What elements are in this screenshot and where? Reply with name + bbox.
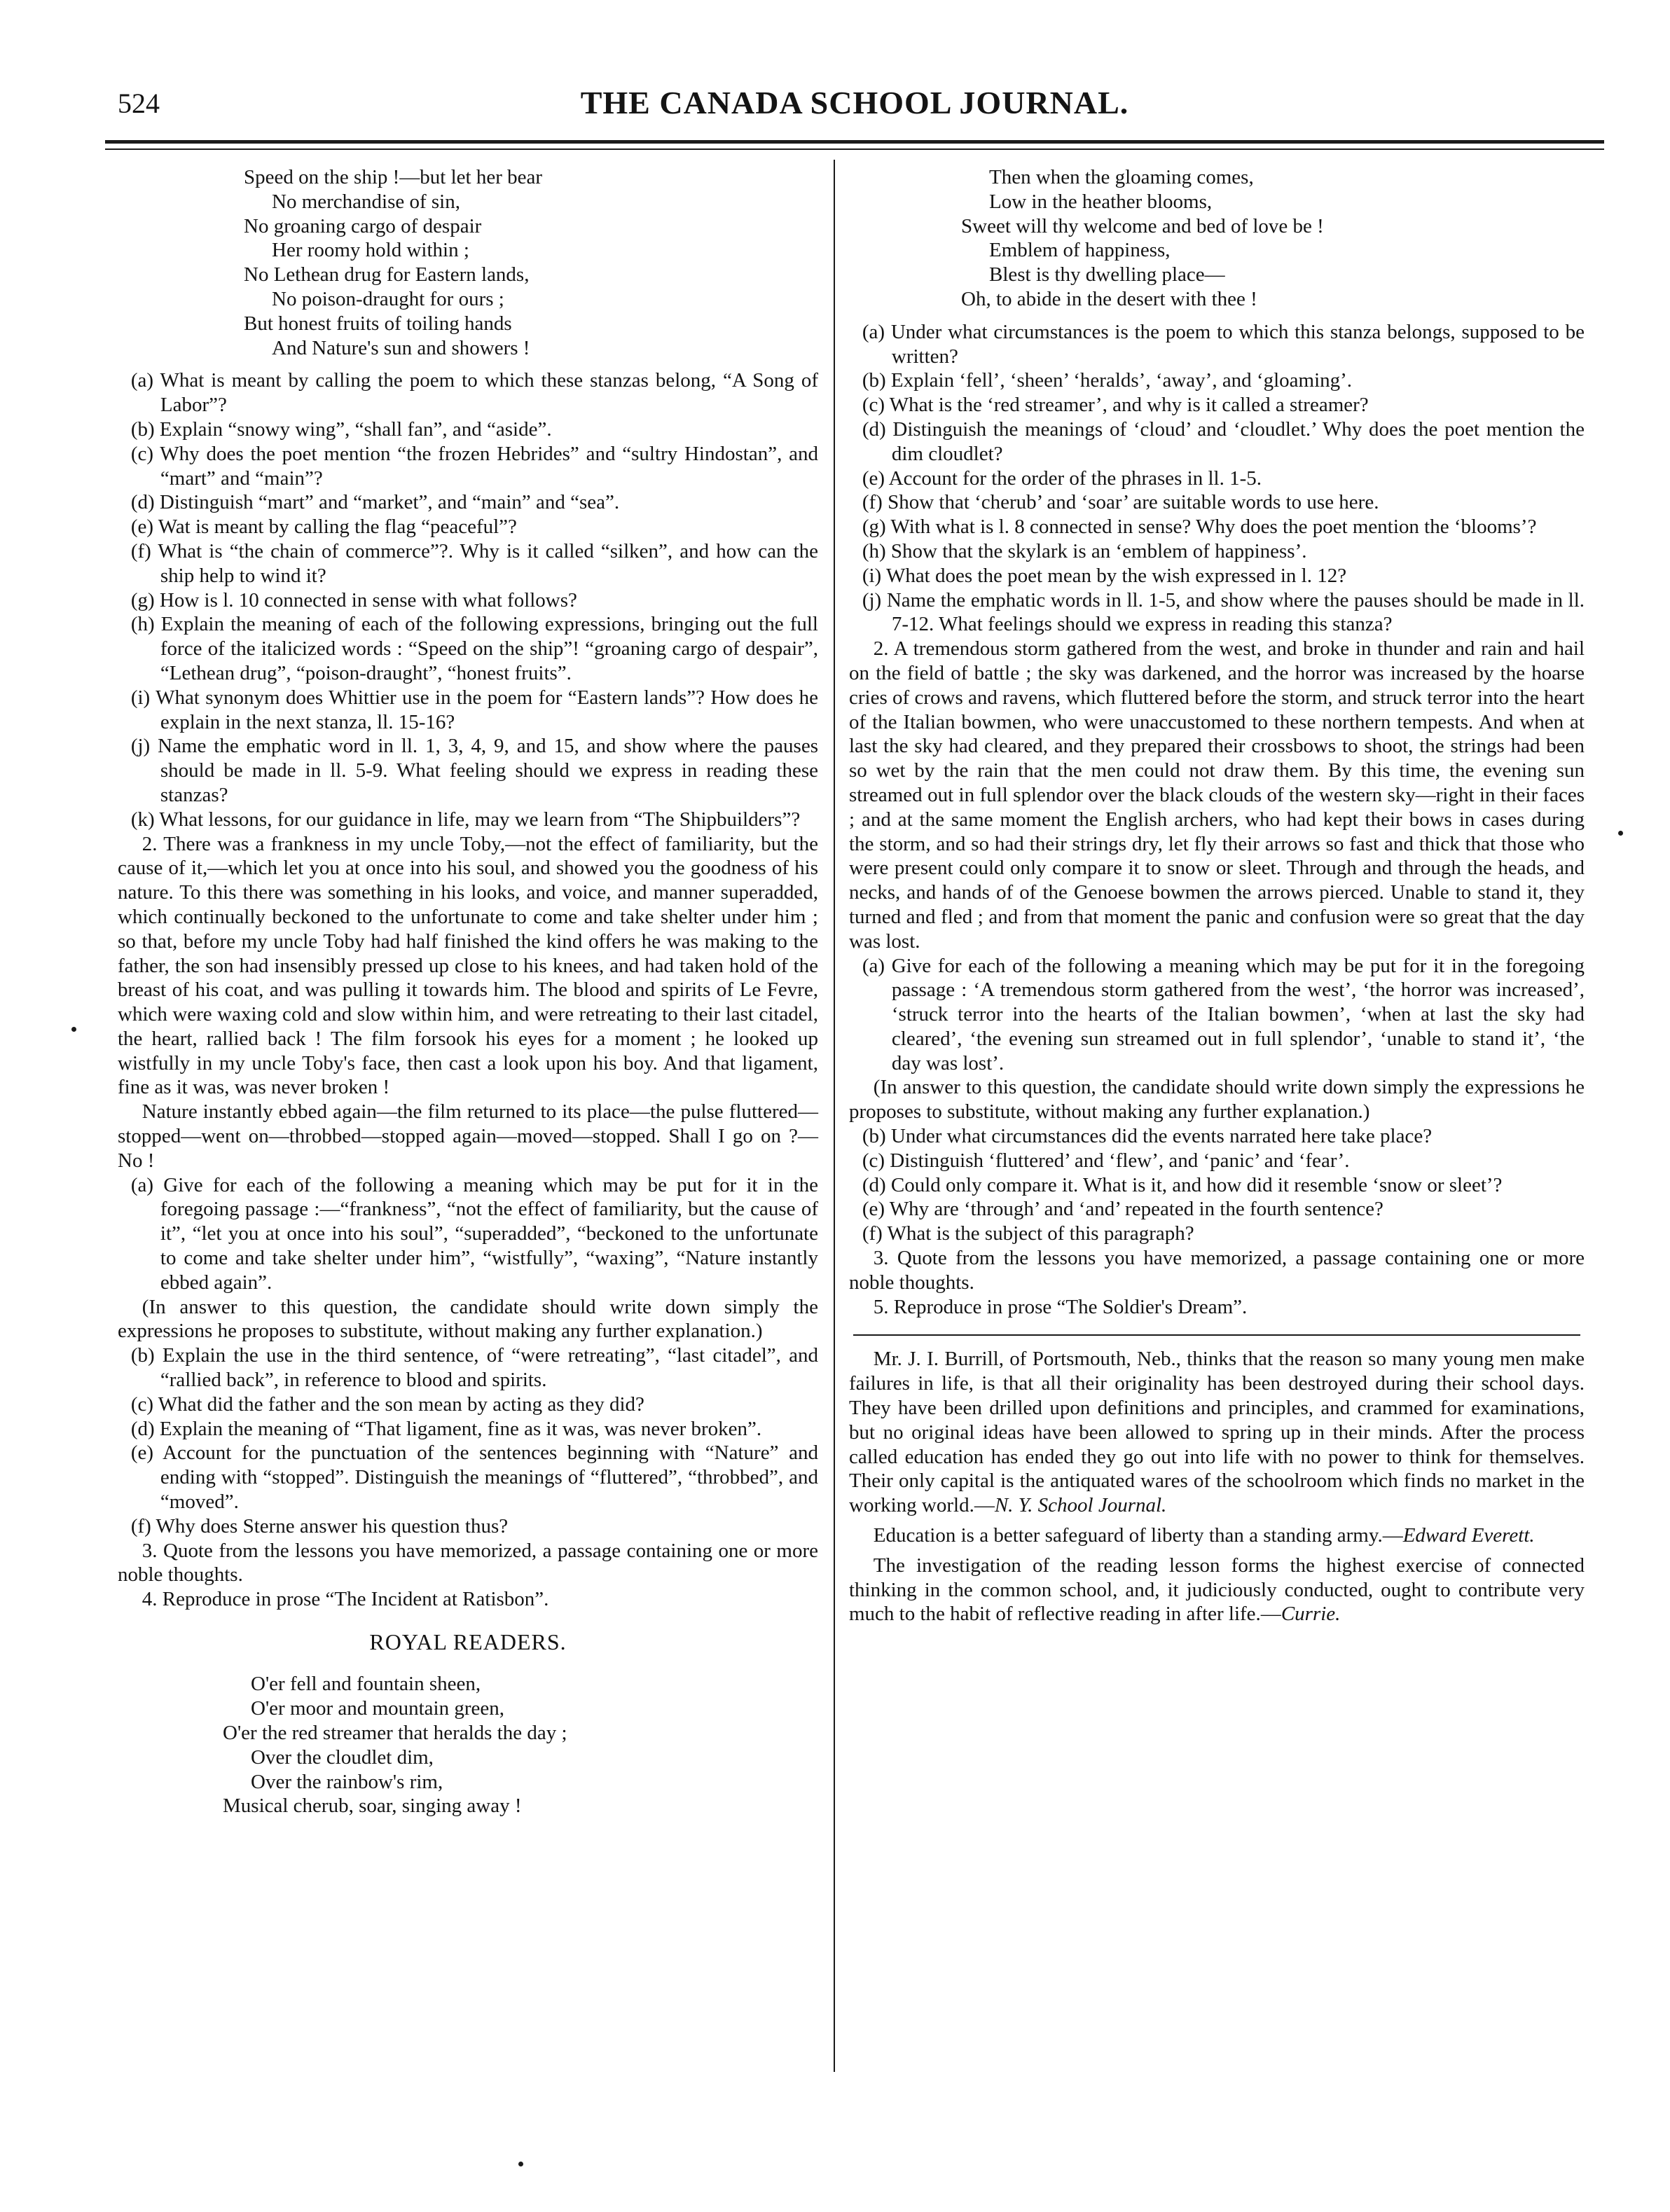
note-source: N. Y. School Journal. — [994, 1494, 1167, 1517]
questions-group-4 — [849, 954, 1585, 1247]
question-item: (h) Show that the skylark is an ‘emblem of happiness’. — [862, 539, 1307, 562]
header-rule-thick — [105, 140, 1604, 144]
question-item: (e) Wat is meant by calling the flag “peaceful”? — [130, 516, 517, 539]
question-item: (c) Distinguish ‘fluttered’ and ‘flew’, and ‘panic’ and ‘fear’. — [862, 1149, 1350, 1172]
note-paragraph — [849, 1523, 1585, 1548]
question-item: (b) Explain “snowy wing”, “shall fan”, and “aside”. — [130, 417, 552, 441]
poem-line: No Lethean drug for Eastern lands, — [244, 263, 530, 286]
question-item: (d) Distinguish “mart” and “market”, and “main” and “sea”. — [130, 491, 620, 514]
question-item: (a) What is meant by calling the poem to which these stanzas belong, “A Song of Labor”? — [130, 369, 818, 417]
question-item: (a) Give for each of the following a meaning which may be put for it in the foregoing passage : ‘A tremendous storm gathered from the west’, ‘the horror was increased’, ‘struck terror into the hearts of the Italian bowmen’, ‘when at last the sky had cleared’, ‘the evening sun streamed out in full splendor’, ‘unable to stand it’, ‘the day was lost’. — [862, 954, 1585, 1074]
instruction-note: (In answer to this question, the candidate should write down simply the expressions he proposes to substitute, without making any further explanation.) — [118, 1295, 818, 1343]
questions-group-1 — [118, 368, 818, 831]
poem-line: Over the rainbow's rim, — [251, 1770, 443, 1793]
right-column — [849, 165, 1585, 1632]
poem-line: O'er moor and mountain green, — [251, 1697, 504, 1720]
poem-line: Musical cherub, soar, singing away ! — [223, 1795, 522, 1818]
question-item: (f) Why does Sterne answer his question thus? — [130, 1514, 509, 1537]
question-item: (d) Could only compare it. What is it, and how did it resemble ‘snow or sleet’? — [862, 1173, 1503, 1196]
question-item: (e) Account for the punctuation of the sentences beginning with “Nature” and ending with “stopped”. Distinguish the meanings of “fluttered”, “throbbed”, and “moved”. — [130, 1442, 818, 1514]
poem-stanza-skylark-continued — [961, 165, 1585, 312]
question-item: (e) Account for the order of the phrases in ll. 1-5. — [862, 466, 1262, 490]
poem-line: Then when the gloaming comes, — [989, 166, 1254, 188]
question-item: (c) What is the ‘red streamer’, and why is it called a streamer? — [862, 394, 1369, 417]
task-item: 3. Quote from the lessons you have memorized, a passage containing one or more noble thoughts. — [849, 1247, 1585, 1294]
question-item: (g) With what is l. 8 connected in sense? Why does the poet mention the ‘blooms’? — [862, 516, 1537, 539]
poem-line: O'er fell and fountain sheen, — [251, 1673, 481, 1696]
poem-line: Low in the heather blooms, — [989, 190, 1213, 213]
instruction-note: (In answer to this question, the candidate should write down simply the expressions he proposes to substitute, without making any further explanation.) — [849, 1076, 1585, 1124]
poem-line: Speed on the ship !—but let her bear — [244, 166, 543, 188]
poem-line: Over the cloudlet dim, — [251, 1746, 434, 1769]
note-paragraph — [849, 1554, 1585, 1626]
note-paragraph — [849, 1347, 1585, 1518]
question-item: (b) Explain ‘fell’, ‘sheen’ ‘heralds’, ‘away’, and ‘gloaming’. — [862, 369, 1353, 392]
question-item: (i) What synonym does Whittier use in the poem for “Eastern lands”? How does he explain in the next stanza, ll. 15-16? — [130, 686, 818, 733]
question-item: (f) What is the subject of this paragraph? — [862, 1222, 1194, 1245]
question-item: (b) Explain the use in the third sentence, of “were retreating”, “last citadel”, and “rallied back”, in reference to blood and spirits. — [130, 1344, 818, 1392]
page-number: 524 — [118, 88, 160, 119]
poem-line: Sweet will thy welcome and bed of love be ! — [961, 214, 1324, 237]
column-divider — [834, 160, 835, 2072]
print-speck — [71, 1027, 76, 1032]
passage-uncle-toby-continued: Nature instantly ebbed again—the film returned to its place—the pulse fluttered—stopped—went on—throbbed—stopped again—moved—stopped. Shall I go on ?—No ! — [118, 1100, 818, 1172]
question-item: (k) What lessons, for our guidance in life, may we learn from “The Shipbuilders”? — [130, 808, 801, 831]
poem-line: And Nature's sun and showers ! — [272, 336, 530, 359]
question-item: (h) Explain the meaning of each of the following expressions, bringing out the full force of the italicized words : “Speed on the ship”! “groaning cargo of despair”, “Lethean drug”, “poison-draught”, “honest fruits”. — [130, 613, 818, 684]
note-text: The investigation of the reading lesson forms the highest exercise of connected thinking in the common school, and, it judiciously conducted, ought to contribute very much to the habit of reflective reading in after life.— — [849, 1554, 1585, 1626]
poem-line: Her roomy hold within ; — [272, 239, 469, 262]
journal-title: THE CANADA SCHOOL JOURNAL. — [580, 85, 1129, 120]
print-speck — [1618, 831, 1623, 836]
poem-line: Emblem of happiness, — [989, 239, 1171, 262]
note-source: Edward Everett. — [1402, 1524, 1535, 1547]
task-item: 3. Quote from the lessons you have memorized, a passage containing one or more noble thoughts. — [118, 1539, 818, 1587]
question-item: (a) Under what circumstances is the poem to which this stanza belongs, supposed to be written? — [862, 320, 1585, 368]
poem-line: Oh, to abide in the desert with thee ! — [961, 287, 1257, 310]
passage-crecy: 2. A tremendous storm gathered from the west, and broke in thunder and rain and hail on the field of battle ; the sky was darkened, and the horror was increased by the hoarse cries of crows and ravens, which fluttered before the storm, and struck terror into the heart of the Italian bowmen, who were unaccustomed to these northern tempests. And when at last the sky had cleared, and they prepared their crossbows to shoot, the strings had been so wet by the rain that the men could not draw them. By this time, the evening sun streamed out in full splendor over the black clouds of the western sky—right in their faces ; and at the same moment the English archers, who had kept their bows in cases during the storm, and so had their strings dry, let fly their arrows so fast and thick that those who were present could only compare it to snow or sleet. Through and through the heads, and necks, and hands of of the Genoese bowmen the arrows pierced. Unable to stand it, they turned and fled ; and from that moment the panic and confusion were so great that the day was lost. — [849, 637, 1585, 953]
task-item: 4. Reproduce in prose “The Incident at Ratisbon”. — [142, 1588, 549, 1611]
note-text: Education is a better safeguard of liberty than a standing army.— — [873, 1524, 1403, 1547]
questions-group-3 — [849, 320, 1585, 637]
passage-uncle-toby: 2. There was a frankness in my uncle Toby,—not the effect of familiarity, but the cause of it,—which let you at once into his soul, and showed you the goodness of his nature. To this there was something in his looks, and voice, and manner superadded, which continually beckoned to the unfortunate to come and take shelter under him ; so that, before my uncle Toby had half finished the kind offers he was making to the father, the son had insensibly pressed up close to his knees, and had taken hold of the breast of his coat, and was pulling it towards him. The blood and spirits of Le Fevre, which were waxing cold and slow within him, and were retreating to their last citadel, the heart, rallied back ! The film forsook his eyes for a moment ; he looked up wistfully in my uncle Toby's face, then cast a look upon his boy. And that ligament, fine as it was, was never broken ! — [118, 832, 818, 1099]
print-speck — [518, 2162, 523, 2166]
question-item: (e) Why are ‘through’ and ‘and’ repeated in the fourth sentence? — [862, 1198, 1383, 1221]
question-item: (a) Give for each of the following a meaning which may be put for it in the foregoing passage :—“frankness”, “not the effect of familiarity, but the cause of it”, “let you at once into his soul”, “superadded”, “beckoned to the unfortunate to come and take shelter under him”, “wistfully”, “waxing”, “Nature instantly ebbed again”. — [130, 1173, 818, 1294]
section-separator — [853, 1334, 1580, 1336]
poem-line: No poison-draught for ours ; — [272, 287, 504, 310]
question-item: (d) Distinguish the meanings of ‘cloud’ and ‘cloudlet.’ Why does the poet mention the dim cloudlet? — [862, 417, 1585, 465]
poem-line: Blest is thy dwelling place— — [989, 263, 1225, 286]
question-item: (c) Why does the poet mention “the frozen Hebrides” and “sultry Hindostan”, and “mart” and “main”? — [130, 442, 818, 490]
question-item: (b) Under what circumstances did the events narrated here take place? — [862, 1125, 1433, 1148]
section-title-royal-readers: ROYAL READERS. — [369, 1629, 567, 1655]
question-item: (f) What is “the chain of commerce”?. Why is it called “silken”, and how can the ship help to wind it? — [130, 539, 818, 587]
question-item: (g) How is l. 10 connected in sense with what follows? — [130, 588, 577, 611]
page-header — [105, 78, 1604, 127]
question-item: (i) What does the poet mean by the wish expressed in l. 12? — [862, 564, 1347, 587]
questions-group-2 — [118, 1173, 818, 1539]
poem-line: No merchandise of sin, — [272, 190, 460, 213]
task-item: 5. Reproduce in prose “The Soldier's Dream”. — [873, 1295, 1248, 1318]
poem-stanza-shipbuilders — [244, 165, 818, 360]
poem-line: No groaning cargo of despair — [244, 214, 482, 237]
question-item: (c) What did the father and the son mean by acting as they did? — [130, 1392, 644, 1416]
left-column — [118, 165, 818, 1827]
header-rule-thin — [105, 148, 1604, 150]
note-text: Mr. J. I. Burrill, of Portsmouth, Neb., thinks that the reason so many young men make failures in life, is that all their originality has been destroyed during their school days. They have been drilled upon definitions and principles, and crammed for examinations, but no original ideas have been allowed to spring up in their minds. After the process called education has ended they go out into life with no power to think for themselves. Their only capital is the antiquated wares of the schoolroom which finds no market in the working world.— — [849, 1348, 1585, 1517]
question-item: (d) Explain the meaning of “That ligament, fine as it was, was never broken”. — [130, 1417, 762, 1440]
poem-stanza-skylark — [223, 1672, 818, 1818]
poem-line: O'er the red streamer that heralds the day ; — [223, 1722, 567, 1744]
question-item: (j) Name the emphatic word in ll. 1, 3, 4, 9, and 15, and show where the pauses should be made in ll. 5-9. What feeling should we express in reading these stanzas? — [130, 735, 818, 806]
note-source: Currie. — [1281, 1603, 1341, 1626]
question-item: (f) Show that ‘cherub’ and ‘soar’ are suitable words to use here. — [862, 491, 1379, 514]
poem-line: But honest fruits of toiling hands — [244, 312, 512, 335]
question-item: (j) Name the emphatic words in ll. 1-5, and show where the pauses should be made in ll. 7-12. What feelings should we express in reading this stanza? — [862, 588, 1585, 636]
